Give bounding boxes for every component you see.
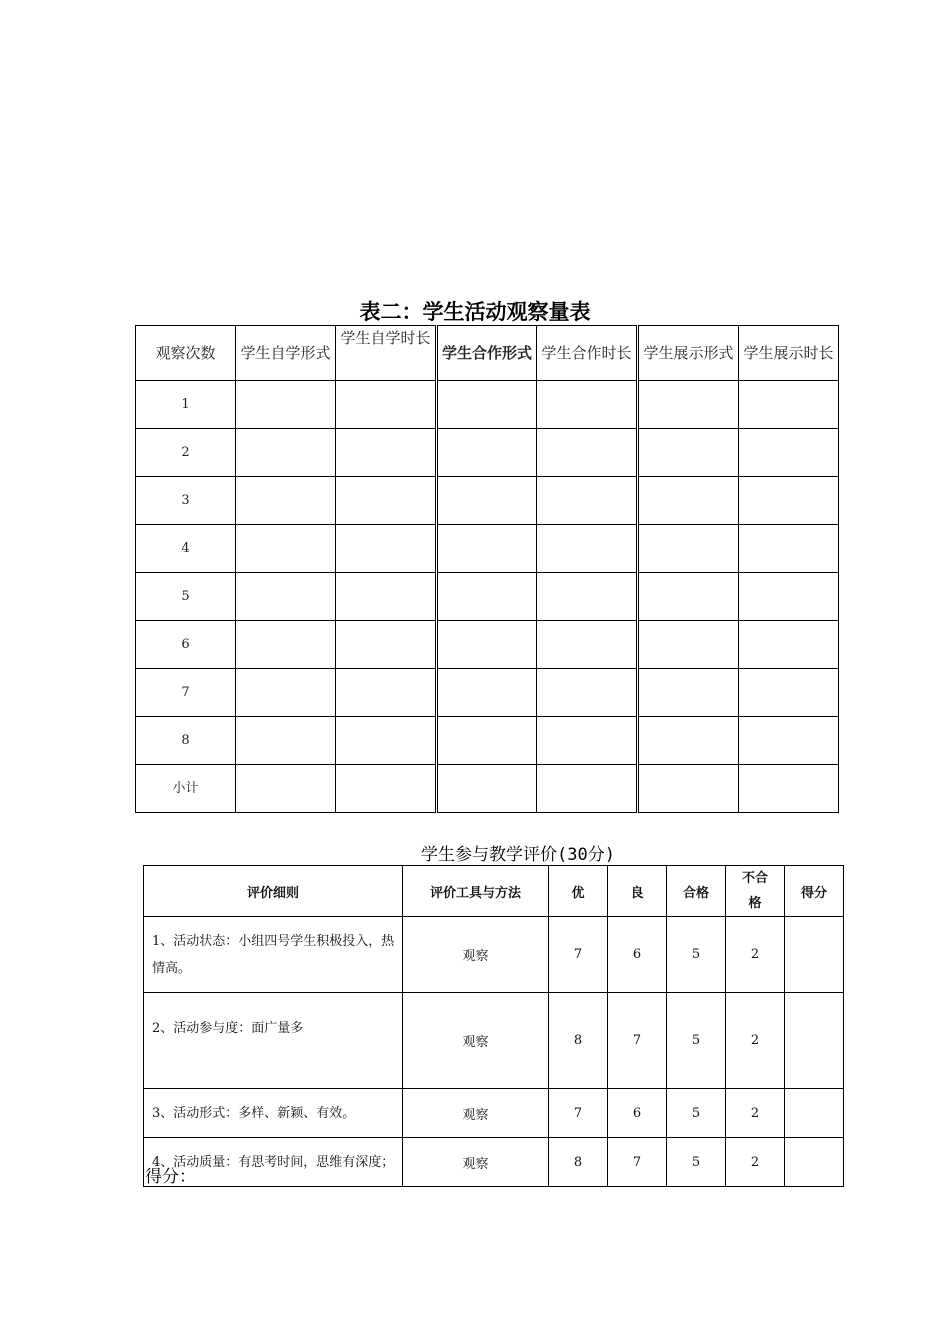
score-good: 7 <box>608 1138 667 1187</box>
cell <box>638 381 739 429</box>
table-row <box>136 621 839 669</box>
header-fail-line2: 格 <box>748 896 762 911</box>
score-excellent: 8 <box>549 1138 608 1187</box>
criterion-tool: 观察 <box>403 917 549 993</box>
cell <box>336 621 437 669</box>
header-cooperation-form: 学生合作形式 <box>437 326 537 381</box>
score-pass: 5 <box>667 917 726 993</box>
cell <box>336 429 437 477</box>
cell <box>638 765 739 813</box>
cell <box>336 669 437 717</box>
cell <box>537 765 638 813</box>
row-label: 5 <box>136 573 236 621</box>
header-fail-line1: 不合 <box>741 871 768 886</box>
table-row <box>136 525 839 573</box>
observation-table <box>135 325 839 813</box>
row-label: 8 <box>136 717 236 765</box>
subtotal-row <box>136 765 839 813</box>
cell <box>437 525 537 573</box>
cell <box>638 573 739 621</box>
score-input-cell <box>785 1138 844 1187</box>
header-score: 得分 <box>785 866 844 917</box>
header-tool: 评价工具与方法 <box>403 866 549 917</box>
cell <box>638 621 739 669</box>
table-row <box>144 993 844 1089</box>
criterion-detail: 4、活动质量：有思考时间，思维有深度； <box>144 1138 403 1187</box>
cell <box>739 525 839 573</box>
score-excellent: 7 <box>549 917 608 993</box>
header-good: 良 <box>608 866 667 917</box>
cell <box>437 621 537 669</box>
table-row <box>136 477 839 525</box>
evaluation-header-row <box>144 866 844 917</box>
cell <box>236 717 336 765</box>
cell <box>739 717 839 765</box>
row-label: 2 <box>136 429 236 477</box>
cell <box>437 765 537 813</box>
score-good: 7 <box>608 993 667 1089</box>
cell <box>739 669 839 717</box>
observation-table-title: 表二：学生活动观察量表 <box>359 300 591 324</box>
score-good: 6 <box>608 917 667 993</box>
cell <box>638 717 739 765</box>
cell <box>336 717 437 765</box>
cell <box>236 429 336 477</box>
cell <box>236 573 336 621</box>
table-row <box>136 669 839 717</box>
score-fail: 2 <box>726 1138 785 1187</box>
table-row <box>144 917 844 993</box>
criterion-tool: 观察 <box>403 1089 549 1138</box>
cell <box>537 717 638 765</box>
evaluation-table <box>143 865 844 1187</box>
header-observation-count: 观察次数 <box>136 326 236 381</box>
cell <box>336 573 437 621</box>
cell <box>236 621 336 669</box>
score-input-cell <box>785 1089 844 1138</box>
cell <box>537 573 638 621</box>
score-pass: 5 <box>667 993 726 1089</box>
table-row <box>136 717 839 765</box>
score-pass: 5 <box>667 1089 726 1138</box>
cell <box>336 477 437 525</box>
row-label: 6 <box>136 621 236 669</box>
header-presentation-form: 学生展示形式 <box>638 326 739 381</box>
cell <box>437 669 537 717</box>
table-row <box>144 1089 844 1138</box>
cell <box>236 381 336 429</box>
cell <box>537 525 638 573</box>
header-self-study-duration: 学生自学时长 <box>336 326 437 381</box>
cell <box>437 717 537 765</box>
cell <box>537 477 638 525</box>
cell <box>537 429 638 477</box>
row-label: 4 <box>136 525 236 573</box>
score-fail: 2 <box>726 1089 785 1138</box>
cell <box>236 765 336 813</box>
score-input-cell <box>785 993 844 1089</box>
criterion-detail: 3、活动形式：多样、新颖、有效。 <box>144 1089 403 1138</box>
header-cooperation-duration: 学生合作时长 <box>537 326 638 381</box>
table-row <box>136 381 839 429</box>
row-label: 小计 <box>136 765 236 813</box>
score-input-cell <box>785 917 844 993</box>
cell <box>236 669 336 717</box>
cell <box>437 573 537 621</box>
criterion-detail: 1、活动状态：小组四号学生积极投入，热情高。 <box>144 917 403 993</box>
cell <box>739 477 839 525</box>
cell <box>739 765 839 813</box>
row-label: 3 <box>136 477 236 525</box>
criterion-tool: 观察 <box>403 1138 549 1187</box>
header-pass: 合格 <box>667 866 726 917</box>
table-row <box>144 1138 844 1187</box>
cell <box>336 381 437 429</box>
score-good: 6 <box>608 1089 667 1138</box>
cell <box>638 525 739 573</box>
score-fail: 2 <box>726 917 785 993</box>
cell <box>437 381 537 429</box>
table-row <box>136 429 839 477</box>
cell <box>437 477 537 525</box>
cell <box>739 573 839 621</box>
cell <box>739 429 839 477</box>
cell <box>739 381 839 429</box>
header-excellent: 优 <box>549 866 608 917</box>
score-label: 得分： <box>145 1167 196 1187</box>
header-fail <box>726 866 785 917</box>
cell <box>537 621 638 669</box>
criterion-tool: 观察 <box>403 993 549 1089</box>
row-label: 7 <box>136 669 236 717</box>
cell <box>236 477 336 525</box>
cell <box>739 621 839 669</box>
cell <box>336 765 437 813</box>
table-row <box>136 573 839 621</box>
observation-header-row <box>136 326 839 381</box>
cell <box>638 429 739 477</box>
score-excellent: 8 <box>549 993 608 1089</box>
header-detail: 评价细则 <box>144 866 403 917</box>
score-fail: 2 <box>726 993 785 1089</box>
score-pass: 5 <box>667 1138 726 1187</box>
evaluation-table-title: 学生参与教学评价(30分) <box>421 845 615 865</box>
score-excellent: 7 <box>549 1089 608 1138</box>
cell <box>638 477 739 525</box>
cell <box>537 669 638 717</box>
header-presentation-duration: 学生展示时长 <box>739 326 839 381</box>
row-label: 1 <box>136 381 236 429</box>
header-self-study-form: 学生自学形式 <box>236 326 336 381</box>
criterion-detail: 2、活动参与度：面广量多 <box>144 993 403 1089</box>
cell <box>537 381 638 429</box>
cell <box>638 669 739 717</box>
cell <box>437 429 537 477</box>
cell <box>336 525 437 573</box>
cell <box>236 525 336 573</box>
